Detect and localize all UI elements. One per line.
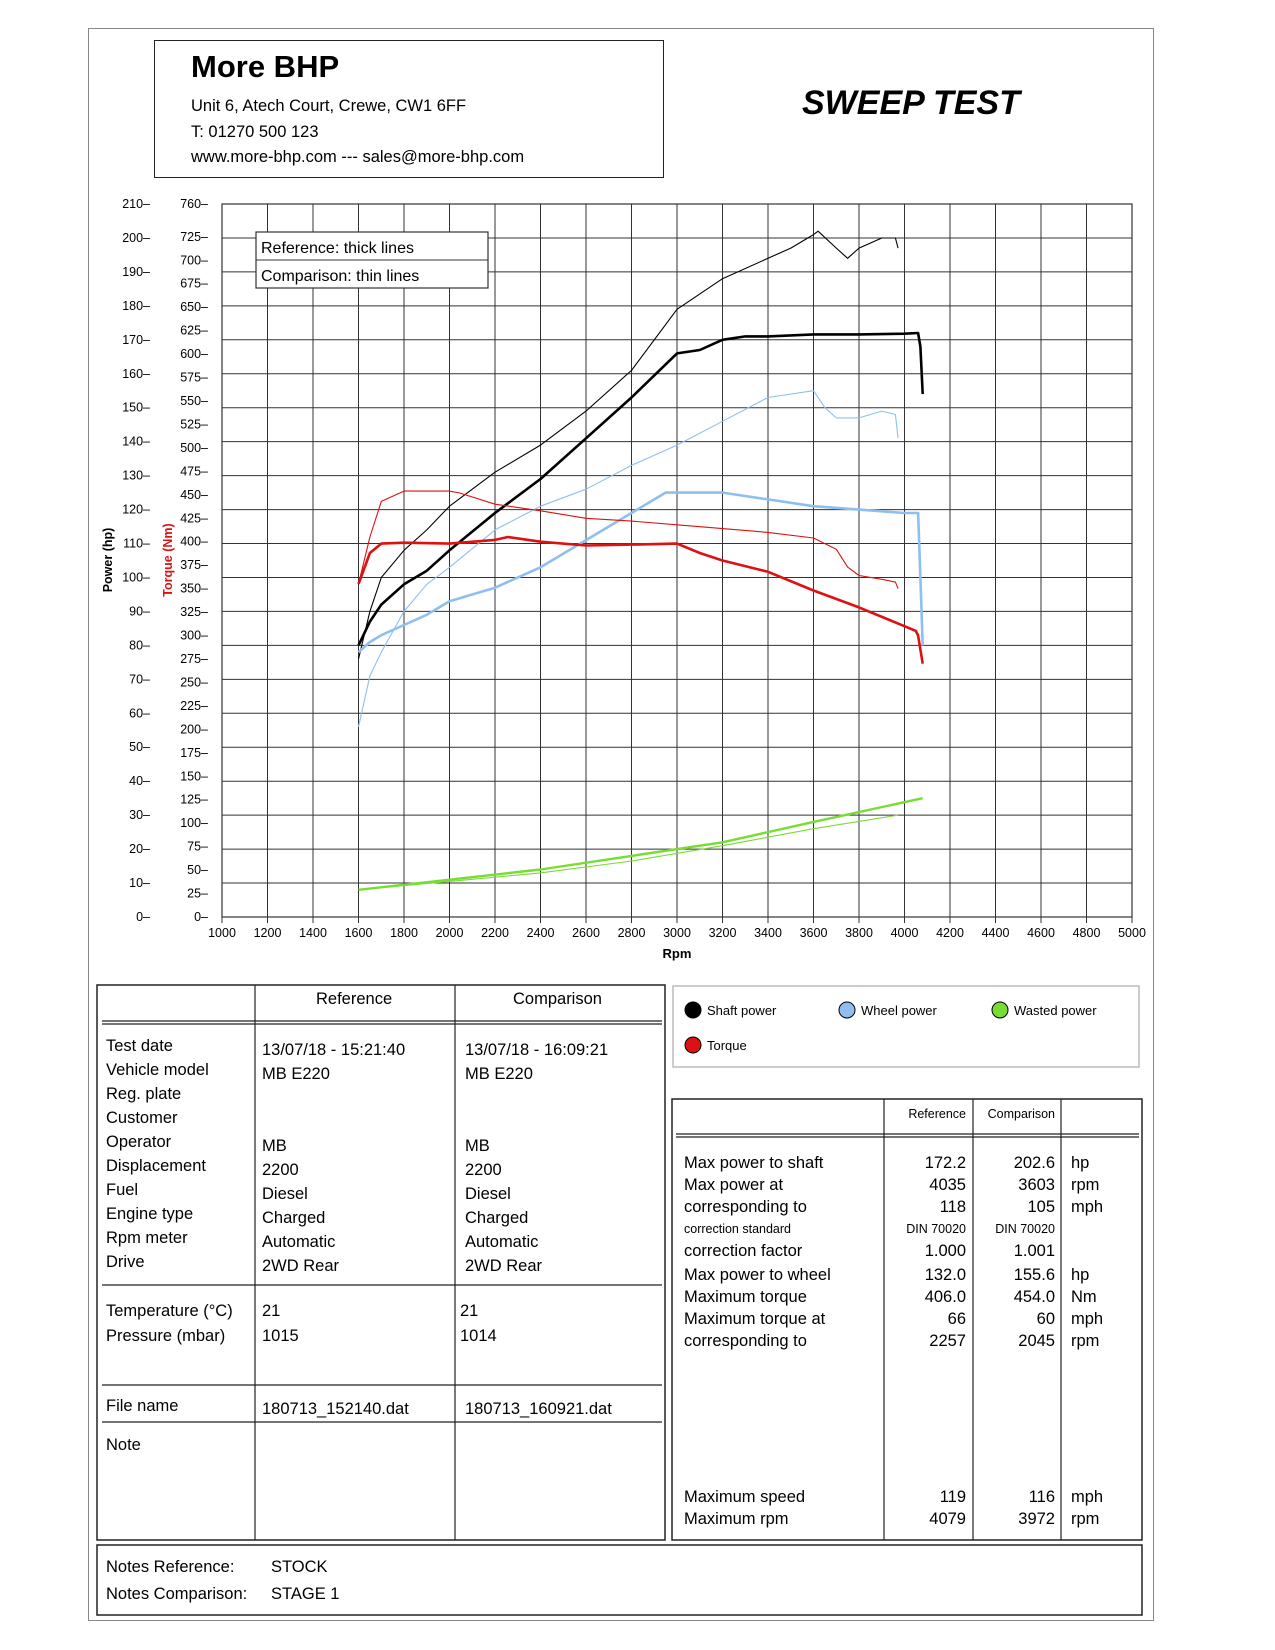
x-tick-label: 1200 xyxy=(253,926,282,940)
torque-tick-label: 225– xyxy=(180,698,208,713)
info-row-comparison-value: 2200 xyxy=(465,1161,502,1179)
results-row-reference-value: 66 xyxy=(947,1310,966,1328)
results-row-reference-value: 2257 xyxy=(929,1332,966,1350)
notes-value: STOCK xyxy=(271,1558,328,1576)
legend-comparison-thin: Comparison: thin lines xyxy=(261,268,420,285)
torque-legend-label: Torque xyxy=(707,1038,747,1053)
results-bottom-label: Maximum speed xyxy=(684,1488,806,1506)
info-row-comparison-value: Charged xyxy=(465,1209,529,1227)
x-tick-label: 2600 xyxy=(572,926,600,940)
results-row-reference-value: 406.0 xyxy=(924,1288,966,1306)
power-tick-label: 80– xyxy=(129,638,150,653)
shaft-power-legend-label: Shaft power xyxy=(707,1003,777,1018)
results-bottom-unit: rpm xyxy=(1071,1510,1100,1528)
wasted-power-legend-label: Wasted power xyxy=(1014,1003,1097,1018)
torque-tick-label: 550– xyxy=(180,394,208,409)
info-header-reference: Reference xyxy=(316,990,393,1008)
wheel-power-legend-swatch xyxy=(839,1002,855,1018)
notes-value: STAGE 1 xyxy=(271,1585,340,1603)
power-tick-label: 120– xyxy=(122,502,150,517)
results-row-label: Max power to shaft xyxy=(684,1154,824,1172)
x-tick-label: 4200 xyxy=(936,926,964,940)
power-tick-label: 50– xyxy=(129,740,150,755)
info-row-label: Rpm meter xyxy=(106,1229,188,1247)
info-row-label: Operator xyxy=(106,1133,172,1151)
info-row-label: Customer xyxy=(106,1109,178,1127)
notes-label: Notes Reference: xyxy=(106,1558,235,1576)
torque-tick-label: 250– xyxy=(180,675,208,690)
info-env-comparison-value: 21 xyxy=(460,1302,479,1320)
results-row-reference-value: DIN 70020 xyxy=(906,1222,966,1236)
file-name-comparison: 180713_160921.dat xyxy=(465,1400,612,1418)
file-name-reference: 180713_152140.dat xyxy=(262,1400,409,1418)
results-bottom-unit: mph xyxy=(1071,1488,1104,1506)
info-env-comparison-value: 1014 xyxy=(460,1327,497,1345)
torque-tick-label: 200– xyxy=(180,722,208,737)
power-tick-label: 30– xyxy=(129,808,150,823)
x-tick-label: 1000 xyxy=(208,926,236,940)
info-row-label: Drive xyxy=(106,1253,145,1271)
results-row-comparison-value: 202.6 xyxy=(1013,1154,1055,1172)
results-row-reference-value: 118 xyxy=(939,1198,966,1216)
x-axis-title: Rpm xyxy=(662,946,692,961)
file-name-label: File name xyxy=(106,1397,179,1415)
results-row-label: Maximum torque at xyxy=(684,1310,826,1328)
results-bottom-reference-value: 4079 xyxy=(929,1510,966,1528)
results-header-comparison: Comparison xyxy=(987,1107,1055,1121)
power-tick-label: 10– xyxy=(129,876,150,891)
torque-tick-label: 75– xyxy=(187,839,208,854)
results-row-comparison-value: DIN 70020 xyxy=(995,1222,1055,1236)
wasted-power-legend-swatch xyxy=(992,1002,1008,1018)
torque-tick-label: 450– xyxy=(180,487,208,502)
results-row-comparison-value: 3603 xyxy=(1018,1176,1055,1194)
power-tick-label: 90– xyxy=(129,604,150,619)
results-row-reference-value: 1.000 xyxy=(924,1242,966,1260)
color-legend-panel xyxy=(673,986,1139,1067)
power-tick-label: 140– xyxy=(122,434,150,449)
results-row-comparison-value: 105 xyxy=(1027,1198,1055,1216)
results-row-unit: rpm xyxy=(1071,1332,1100,1350)
x-tick-label: 2200 xyxy=(481,926,509,940)
info-row-reference-value: 13/07/18 - 15:21:40 xyxy=(262,1041,406,1059)
company-web: www.more-bhp.com --- sales@more-bhp.com xyxy=(191,148,525,166)
company-name: More BHP xyxy=(191,49,340,84)
x-tick-label: 2800 xyxy=(617,926,646,940)
info-row-label: Displacement xyxy=(106,1157,206,1175)
x-tick-label: 2000 xyxy=(435,926,464,940)
info-row-comparison-value: MB xyxy=(465,1137,490,1155)
results-row-unit: Nm xyxy=(1071,1288,1097,1306)
info-env-reference-value: 21 xyxy=(262,1302,281,1320)
x-tick-label: 3200 xyxy=(708,926,737,940)
power-tick-label: 60– xyxy=(129,706,150,721)
x-tick-label: 5000 xyxy=(1118,926,1146,940)
results-row-label: corresponding to xyxy=(684,1332,807,1350)
info-env-label: Temperature (°C) xyxy=(106,1302,233,1320)
results-row-label: Maximum torque xyxy=(684,1288,807,1306)
torque-tick-label: 625– xyxy=(180,323,208,338)
info-row-comparison-value: Diesel xyxy=(465,1185,511,1203)
legend-reference-thick: Reference: thick lines xyxy=(261,240,414,257)
results-row-label: correction factor xyxy=(684,1242,803,1260)
results-row-comparison-value: 155.6 xyxy=(1013,1266,1055,1284)
wheel-power-legend-label: Wheel power xyxy=(861,1003,937,1018)
torque-tick-label: 25– xyxy=(187,886,208,901)
shaft-power-legend-swatch xyxy=(685,1002,701,1018)
torque-tick-label: 300– xyxy=(180,628,208,643)
results-row-reference-value: 4035 xyxy=(929,1176,966,1194)
x-tick-label: 4400 xyxy=(981,926,1010,940)
results-header-reference: Reference xyxy=(908,1107,966,1121)
x-tick-label: 4000 xyxy=(890,926,919,940)
info-env-reference-value: 1015 xyxy=(262,1327,299,1345)
power-tick-label: 210– xyxy=(122,197,150,211)
torque-tick-label: 50– xyxy=(187,863,208,878)
notes-label: Notes Comparison: xyxy=(106,1585,248,1603)
torque-tick-label: 350– xyxy=(180,581,208,596)
results-row-unit: mph xyxy=(1071,1198,1104,1216)
info-row-comparison-value: Automatic xyxy=(465,1233,539,1251)
x-tick-label: 3400 xyxy=(754,926,782,940)
torque-tick-label: 575– xyxy=(180,370,208,385)
x-tick-label: 3800 xyxy=(845,926,873,940)
torque-tick-label: 125– xyxy=(180,792,208,807)
power-tick-label: 20– xyxy=(129,842,150,857)
results-row-comparison-value: 454.0 xyxy=(1013,1288,1055,1306)
power-tick-label: 110– xyxy=(123,536,150,551)
torque-tick-label: 700– xyxy=(180,253,208,268)
torque-tick-label: 760– xyxy=(180,197,208,211)
results-row-comparison-value: 60 xyxy=(1036,1310,1055,1328)
power-tick-label: 190– xyxy=(122,264,150,279)
info-env-label: Pressure (mbar) xyxy=(106,1327,226,1345)
power-axis-title: Power (hp) xyxy=(101,527,115,593)
info-row-reference-value: Charged xyxy=(262,1209,326,1227)
results-row-label: corresponding to xyxy=(684,1198,807,1216)
results-row-unit: rpm xyxy=(1071,1176,1100,1194)
info-row-comparison-value: 13/07/18 - 16:09:21 xyxy=(465,1041,609,1059)
power-tick-label: 40– xyxy=(129,774,150,789)
report-title: SWEEP TEST xyxy=(802,84,1020,122)
results-row-reference-value: 172.2 xyxy=(924,1154,966,1172)
results-bottom-comparison-value: 116 xyxy=(1028,1488,1055,1506)
torque-tick-label: 475– xyxy=(180,464,208,479)
wasted-power-reference-line xyxy=(359,798,923,890)
company-address: Unit 6, Atech Court, Crewe, CW1 6FF xyxy=(191,97,467,115)
torque-tick-label: 500– xyxy=(180,440,208,455)
power-tick-label: 0– xyxy=(136,910,150,924)
torque-tick-label: 525– xyxy=(180,417,208,432)
power-tick-label: 150– xyxy=(122,400,150,415)
info-row-label: Fuel xyxy=(106,1181,139,1199)
info-header-comparison: Comparison xyxy=(513,990,602,1008)
x-tick-label: 1600 xyxy=(344,926,373,940)
power-tick-label: 70– xyxy=(129,672,150,687)
power-tick-label: 200– xyxy=(122,230,150,245)
torque-legend-swatch xyxy=(685,1037,701,1053)
torque-axis-title: Torque (Nm) xyxy=(161,523,175,597)
results-row-unit: hp xyxy=(1071,1266,1090,1284)
info-row-reference-value: 2200 xyxy=(262,1161,299,1179)
shaft-power-comparison-line xyxy=(359,231,899,659)
torque-tick-label: 0– xyxy=(194,910,208,924)
results-bottom-label: Maximum rpm xyxy=(684,1510,789,1528)
info-row-label: Engine type xyxy=(106,1205,194,1223)
info-row-comparison-value: MB E220 xyxy=(465,1065,533,1083)
info-row-label: Vehicle model xyxy=(106,1061,209,1079)
x-tick-label: 3000 xyxy=(663,926,691,940)
torque-tick-label: 725– xyxy=(180,229,208,244)
power-tick-label: 160– xyxy=(122,366,150,381)
results-row-reference-value: 132.0 xyxy=(924,1266,966,1284)
info-row-label: Reg. plate xyxy=(106,1085,182,1103)
results-row-comparison-value: 1.001 xyxy=(1013,1242,1055,1260)
results-row-label: Max power at xyxy=(684,1176,784,1194)
torque-tick-label: 150– xyxy=(180,769,208,784)
x-tick-label: 1400 xyxy=(299,926,327,940)
power-tick-label: 130– xyxy=(122,468,150,483)
info-row-reference-value: MB E220 xyxy=(262,1065,330,1083)
torque-tick-label: 400– xyxy=(180,534,208,549)
wasted-power-comparison-line xyxy=(359,815,899,890)
info-row-reference-value: 2WD Rear xyxy=(262,1257,340,1275)
x-tick-label: 1800 xyxy=(390,926,418,940)
info-row-reference-value: MB xyxy=(262,1137,287,1155)
info-row-label: Test date xyxy=(106,1037,173,1055)
x-tick-label: 3600 xyxy=(799,926,828,940)
torque-tick-label: 175– xyxy=(180,745,208,760)
power-tick-label: 180– xyxy=(122,298,150,313)
x-tick-label: 4800 xyxy=(1072,926,1101,940)
results-row-label: Max power to wheel xyxy=(684,1266,831,1284)
torque-tick-label: 375– xyxy=(180,558,208,573)
company-phone: T: 01270 500 123 xyxy=(191,123,319,141)
info-row-comparison-value: 2WD Rear xyxy=(465,1257,543,1275)
info-row-reference-value: Automatic xyxy=(262,1233,336,1251)
results-row-comparison-value: 2045 xyxy=(1018,1332,1055,1350)
torque-tick-label: 275– xyxy=(180,652,208,667)
results-row-label: correction standard xyxy=(684,1222,792,1236)
torque-tick-label: 650– xyxy=(180,300,208,315)
notes-frame xyxy=(97,1545,1142,1615)
torque-tick-label: 325– xyxy=(180,605,208,620)
results-row-unit: hp xyxy=(1071,1154,1090,1172)
results-bottom-reference-value: 119 xyxy=(939,1488,966,1506)
torque-tick-label: 675– xyxy=(180,276,208,291)
note-label: Note xyxy=(106,1436,141,1454)
torque-tick-label: 100– xyxy=(180,816,208,831)
torque-tick-label: 600– xyxy=(180,347,208,362)
results-bottom-comparison-value: 3972 xyxy=(1018,1510,1055,1528)
x-tick-label: 2400 xyxy=(526,926,555,940)
results-row-unit: mph xyxy=(1071,1310,1104,1328)
x-tick-label: 4600 xyxy=(1027,926,1055,940)
torque-tick-label: 425– xyxy=(180,511,208,526)
power-tick-label: 170– xyxy=(122,332,150,347)
info-row-reference-value: Diesel xyxy=(262,1185,308,1203)
power-tick-label: 100– xyxy=(122,570,150,585)
